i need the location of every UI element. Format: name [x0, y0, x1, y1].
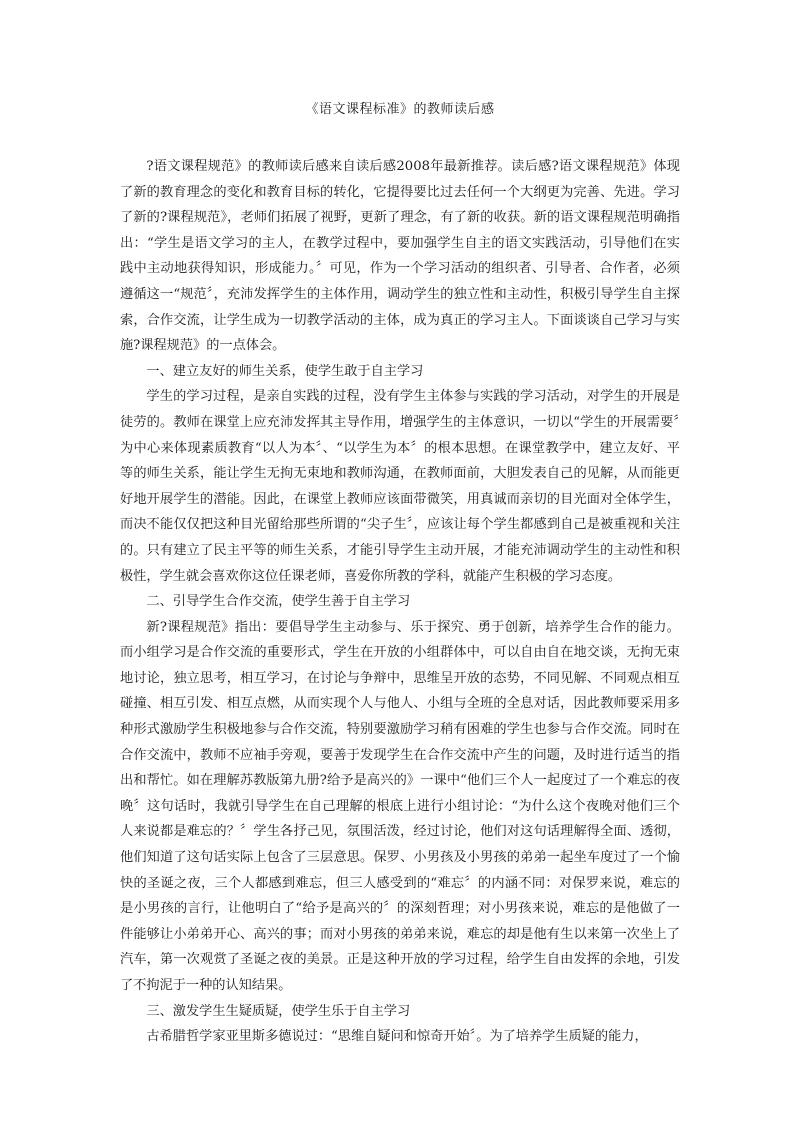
document-body — [120, 154, 680, 1050]
section-heading-2: 二、引导学生合作交流，使学生善于自主学习 — [146, 594, 411, 610]
section-heading-1: 一、建立友好的师生关系，使学生敢于自主学习 — [146, 363, 424, 379]
intro-paragraph: ?语文课程规范》的教师读后感来自读后感2008年最新推荐。读后感?语文课程规范》体现了新的教育理念的变化和教育目标的转化，它提得要比过去任何一个大纲更为完善、先进。学习了新的?课程规范》，老师们拓展了视野，更新了理念，有了新的收获。新的语文课程规范明确指出：“学生是语文学习的主人，在教学过程中，要加强学生自主的语文实践活动，引导他们在实践中主动地获得知识，形成能力。〞可见，作为一个学习活动的组织者、引导者、合作者，必须遵循这一“规范〞，充沛发挥学生的主体作用，调动学生的独立性和主动性，积极引导学生自主探索，合作交流，让学生成为一切教学活动的主体，成为真正的学习主人。下面谈谈自己学习与实施?课程规范》的一点体会。 — [120, 159, 680, 354]
section-3-paragraph: 古希腊哲学家亚里斯多德说过：“思维自疑问和惊奇开始〞。为了培养学生质疑的能力， — [146, 1029, 648, 1045]
section-1-paragraph: 学生的学习过程，是亲自实践的过程，没有学生主体参与实践的学习活动，对学生的开展是徒劳的。教师在课堂上应充沛发挥其主导作用，增强学生的主体意识，一切以“学生的开展需要〞为中心来体现素质教育“以人为本〞、“以学生为本〞的根本思想。在课堂教学中，建立友好、平等的师生关系，能让学生无拘无束地和教师沟通，在教师面前，大胆发表自己的见解，从而能更好地开展学生的潜能。因此，在课堂上教师应该面带微笑，用真诚而亲切的目光面对全体学生，而决不能仅仅把这种目光留给那些所谓的“尖子生〞，应该让每个学生都感到自己是被重视和关注的。只有建立了民主平等的师生关系，才能引导学生主动开展，才能充沛调动学生的主动性和积极性，学生就会喜欢你这位任课老师，喜爱你所教的学科，就能产生积极的学习态度。 — [120, 389, 680, 584]
section-2-paragraph: 新?课程规范》指出：要倡导学生主动参与、乐于探究、勇于创新，培养学生合作的能力。而小组学习是合作交流的重要形式，学生在开放的小组群体中，可以自由自在地交谈，无拘无束地讨论，独立思考，相互学习，在讨论与争辩中，思维呈开放的态势，不同见解、不同观点相互碰撞、相互引发、相互点燃，从而实现个人与他人、小组与全班的全息对话，因此教师要采用多种形式激励学生积极地参与合作交流，特别要激励学习稍有困难的学生也参与合作交流。同时在合作交流中，教师不应袖手旁观，要善于发现学生在合作交流中产生的问题，及时进行适当的指出和帮忙。如在理解苏教版第九册?给予是高兴的》一课中“他们三个人一起度过了一个难忘的夜晚〞这句话时，我就引导学生在自己理解的根底上进行小组讨论：“为什么这个夜晚对他们三个人来说都是难忘的？〞学生各抒己见，氛围活泼，经过讨论，他们对这句话理解得全面、透彻，他们知道了这句话实际上包含了三层意思。保罗、小男孩及小男孩的弟弟一起坐车度过了一个愉快的圣诞之夜，三个人都感到难忘，但三人感受到的“难忘〞的内涵不同：对保罗来说，难忘的是小男孩的言行，让他明白了“给予是高兴的〞的深刻哲理；对小男孩来说，难忘的是他做了一件能够让小弟弟开心、高兴的事；而对小男孩的弟弟来说，难忘的却是他有生以来第一次坐上了汽车，第一次观赏了圣诞之夜的美景。正是这种开放的学习过程，给学生自由发挥的余地，引发了不拘泥于一种的认知结果。 — [120, 619, 680, 993]
section-heading-3: 三、激发学生生疑质疑，使学生乐于自主学习 — [146, 1003, 411, 1019]
document-title: 《语文课程标准》的教师读后感 — [305, 102, 495, 117]
